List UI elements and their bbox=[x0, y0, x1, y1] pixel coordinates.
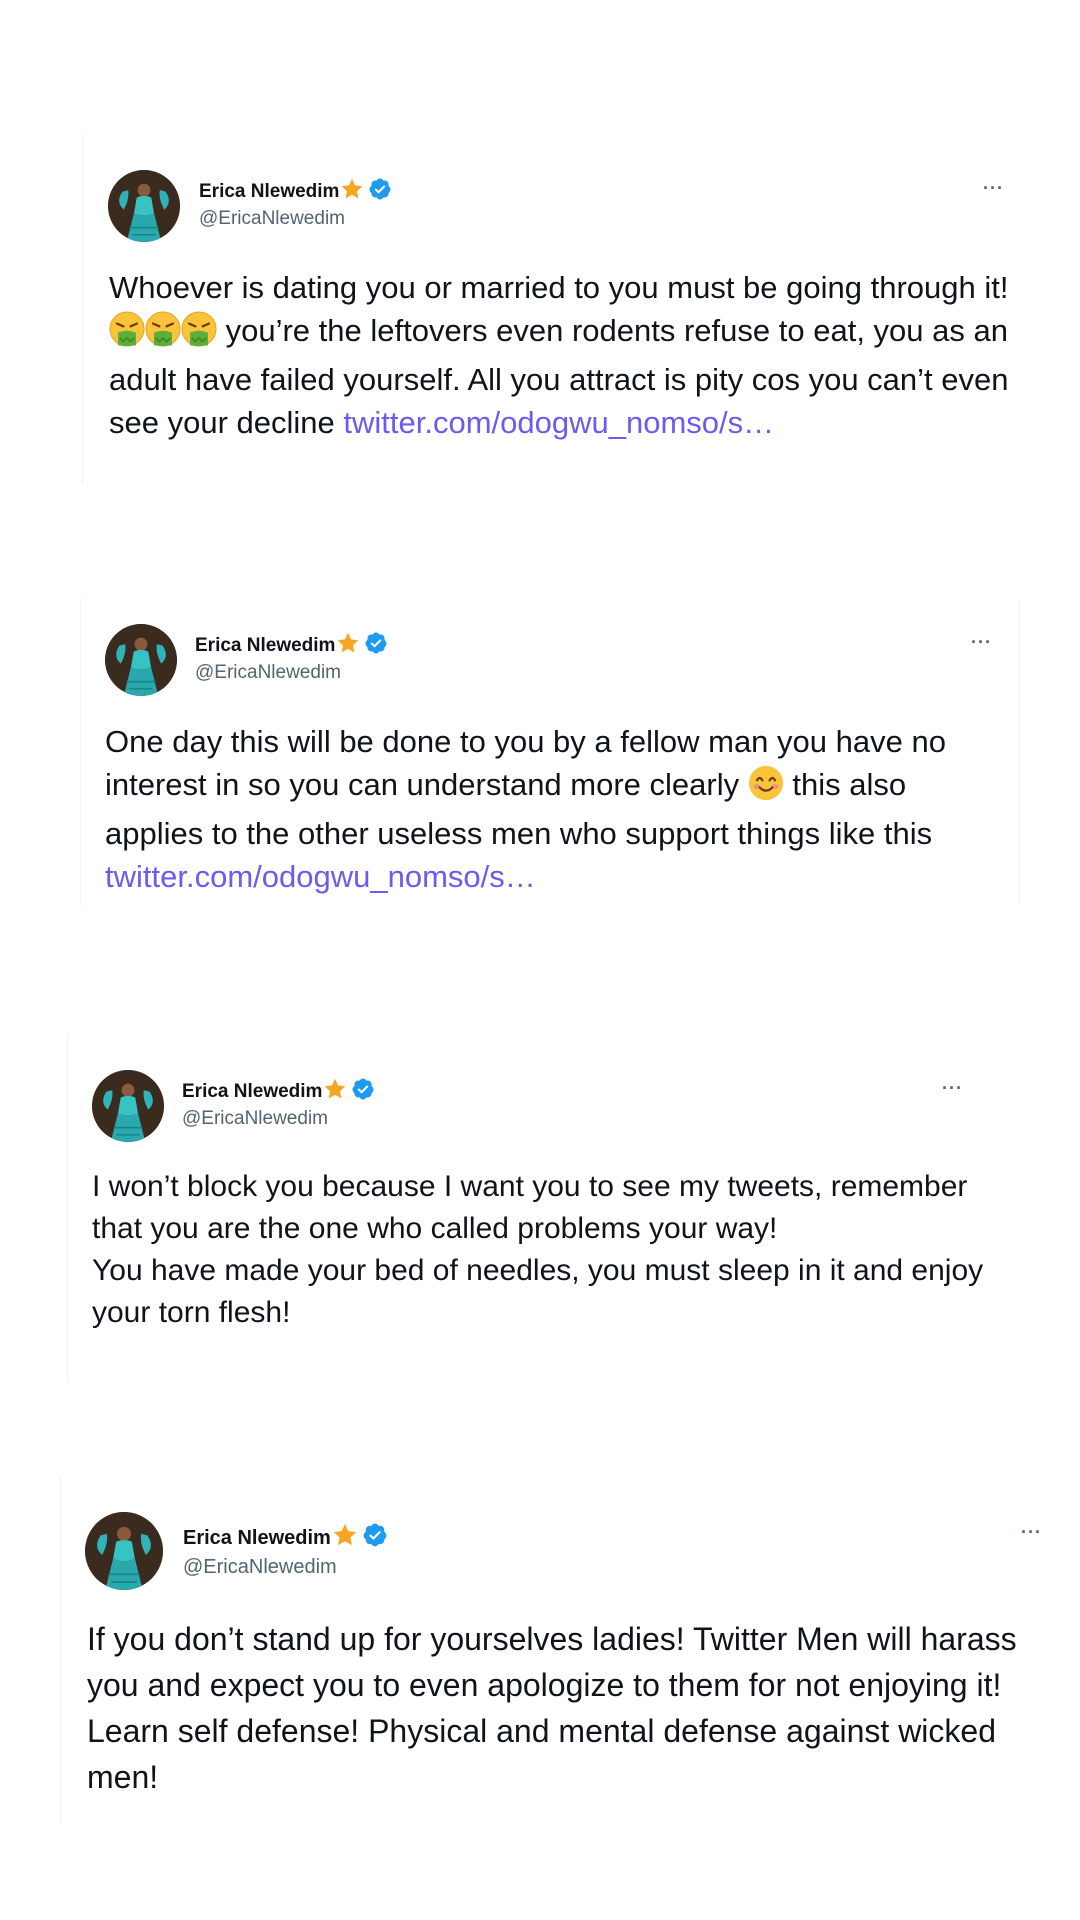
tweet-link[interactable]: twitter.com/odogwu_nomso/s… bbox=[105, 859, 536, 894]
more-options-button[interactable]: ··· bbox=[1021, 1522, 1042, 1542]
avatar[interactable] bbox=[85, 1512, 163, 1590]
verified-badge-icon bbox=[368, 177, 392, 207]
author-name[interactable]: Erica Nlewedim bbox=[199, 181, 340, 202]
verified-badge-icon bbox=[364, 631, 388, 661]
star-icon bbox=[332, 1522, 358, 1554]
star-icon bbox=[340, 177, 364, 207]
more-options-button[interactable]: ··· bbox=[971, 632, 992, 652]
avatar[interactable] bbox=[92, 1070, 164, 1142]
avatar[interactable] bbox=[108, 170, 180, 242]
face-vomiting-emoji-icon bbox=[145, 311, 181, 358]
tweet-text: Whoever is dating you or married to you must be going through it! you’re the leftovers even rodents refuse to eat, you as an adult have failed yourself. All you attract is pity cos you can’t even see your decline twitter.com/odogwu_nomso/s… bbox=[109, 270, 1018, 440]
face-vomiting-emoji-icon bbox=[181, 311, 217, 358]
tweet-text: I won’t block you because I want you to see my tweets, remember that you are the one who called problems your way! You have made your bed of needles, you must sleep in it and enjoy your torn flesh! bbox=[92, 1170, 984, 1329]
author-name[interactable]: Erica Nlewedim bbox=[183, 1526, 331, 1549]
tweet-card[interactable] bbox=[67, 1034, 1007, 1382]
star-icon bbox=[336, 631, 360, 661]
tweet-card[interactable] bbox=[82, 134, 1022, 484]
smiling-face-emoji-icon bbox=[748, 765, 784, 812]
more-options-button[interactable]: ··· bbox=[942, 1078, 963, 1098]
tweet-text: One day this will be done to you by a fellow man you have no interest in so you can understand more clearly this also applies to the other useless men who support things like this twitter.com/odogwu_nomso/s… bbox=[105, 724, 955, 894]
author-handle[interactable]: @EricaNlewedim bbox=[195, 662, 341, 683]
author-handle[interactable]: @EricaNlewedim bbox=[182, 1108, 328, 1129]
tweet-card[interactable] bbox=[60, 1476, 1050, 1826]
author-name[interactable]: Erica Nlewedim bbox=[182, 1081, 323, 1102]
tweet-text: If you don’t stand up for yourselves ladies! Twitter Men will harass you and expect you to even apologize to them for not enjoying it! Learn self defense! Physical and mental defense against wicked men! bbox=[87, 1621, 1026, 1795]
face-vomiting-emoji-icon bbox=[109, 311, 145, 358]
avatar[interactable] bbox=[105, 624, 177, 696]
author-handle[interactable]: @EricaNlewedim bbox=[199, 208, 345, 229]
star-icon bbox=[323, 1077, 347, 1107]
verified-badge-icon bbox=[362, 1522, 388, 1554]
author-name[interactable]: Erica Nlewedim bbox=[195, 635, 336, 656]
tweet-link[interactable]: twitter.com/odogwu_nomso/s… bbox=[343, 405, 775, 440]
tweet-card[interactable] bbox=[80, 598, 1020, 906]
verified-badge-icon bbox=[351, 1077, 375, 1107]
more-options-button[interactable]: ··· bbox=[983, 178, 1004, 198]
author-handle[interactable]: @EricaNlewedim bbox=[183, 1556, 337, 1578]
